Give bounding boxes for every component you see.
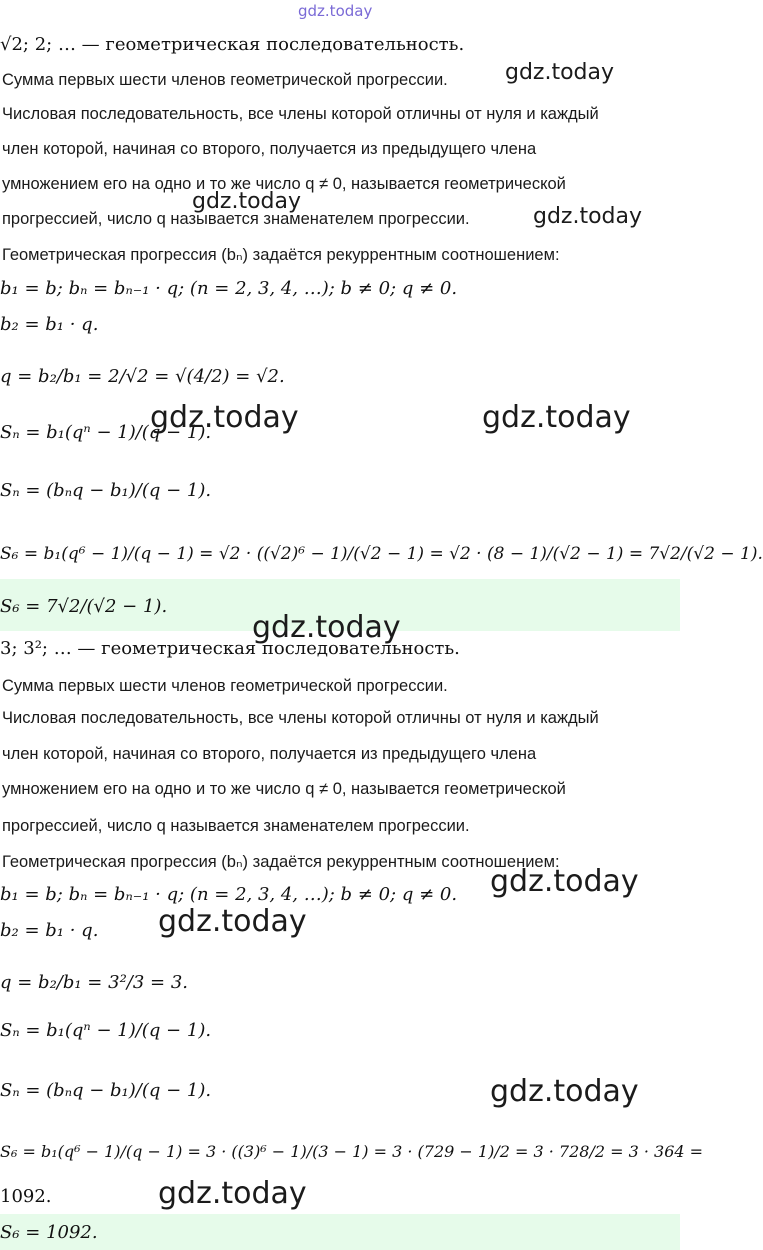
answer-formula: S₆ = 7√2/(√2 − 1). — [0, 596, 168, 617]
watermark: gdz.today — [150, 400, 299, 435]
definition-line-1: Числовая последовательность, все члены которой отличны от нуля и каждый — [2, 105, 599, 123]
watermark: gdz.today — [490, 864, 639, 899]
definition-line-3: умножением его на одно и то же число q ≠ 0, называется геометрической — [2, 780, 566, 798]
sequence-line: √2; 2; … — геометрическая последовательность. — [0, 34, 465, 55]
formula-q: q = b₂/b₁ = 2/√2 = √(4/2) = √2. — [0, 366, 285, 387]
formula-q: q = b₂/b₁ = 3²/3 = 3. — [0, 972, 188, 993]
watermark: gdz.today — [298, 2, 373, 20]
definition-line-2: член которой, начиная со второго, получается из предыдущего члена — [2, 745, 537, 763]
watermark: gdz.today — [533, 204, 643, 229]
watermark: gdz.today — [490, 1074, 639, 1109]
formula-sn-2: Sₙ = (bₙq − b₁)/(q − 1). — [0, 1080, 212, 1101]
formula-recurrence: b₁ = b; bₙ = bₙ₋₁ · q; (n = 2, 3, 4, …); b ≠ 0; q ≠ 0. — [0, 884, 458, 905]
formula-s6: S₆ = b₁(q⁶ − 1)/(q − 1) = √2 · ((√2)⁶ − 1)/(√2 − 1) = √2 · (8 − 1)/(√2 − 1) = 7√2/(√2 − 1). — [0, 544, 763, 564]
definition-line-4: прогрессией, число q называется знаменателем прогрессии. — [2, 817, 470, 835]
formula-sn-1: Sₙ = b₁(qⁿ − 1)/(q − 1). — [0, 422, 212, 443]
watermark: gdz.today — [192, 189, 302, 214]
formula-s6-continuation: 1092. — [0, 1186, 52, 1207]
formula-sn-2: Sₙ = (bₙq − b₁)/(q − 1). — [0, 480, 212, 501]
formula-sn-1: Sₙ = b₁(qⁿ − 1)/(q − 1). — [0, 1020, 212, 1041]
definition-line-4: прогрессией, число q называется знаменателем прогрессии. — [2, 210, 470, 228]
sum-task-text: Сумма первых шести членов геометрической прогрессии. — [2, 677, 448, 695]
watermark: gdz.today — [505, 60, 615, 85]
sequence-line: 3; 3²; … — геометрическая последовательность. — [0, 638, 460, 659]
recurrence-text: Геометрическая прогрессия (bₙ) задаётся рекуррентным соотношением: — [2, 246, 560, 264]
watermark: gdz.today — [252, 610, 401, 645]
answer-highlight — [0, 1214, 680, 1250]
watermark: gdz.today — [158, 904, 307, 939]
formula-s6: S₆ = b₁(q⁶ − 1)/(q − 1) = 3 · ((3)⁶ − 1)/(3 − 1) = 3 · (729 − 1)/2 = 3 · 728/2 = 3 · 364 = — [0, 1142, 704, 1161]
formula-recurrence: b₁ = b; bₙ = bₙ₋₁ · q; (n = 2, 3, 4, …); b ≠ 0; q ≠ 0. — [0, 278, 458, 299]
watermark: gdz.today — [158, 1176, 307, 1211]
definition-line-3: умножением его на одно и то же число q ≠ 0, называется геометрической — [2, 175, 566, 193]
definition-line-2: член которой, начиная со второго, получается из предыдущего члена — [2, 140, 537, 158]
definition-line-1: Числовая последовательность, все члены которой отличны от нуля и каждый — [2, 709, 599, 727]
recurrence-text: Геометрическая прогрессия (bₙ) задаётся рекуррентным соотношением: — [2, 853, 560, 871]
answer-formula: S₆ = 1092. — [0, 1222, 98, 1243]
watermark: gdz.today — [482, 400, 631, 435]
formula-b2: b₂ = b₁ · q. — [0, 920, 99, 941]
sum-task-text: Сумма первых шести членов геометрической прогрессии. — [2, 71, 448, 89]
formula-b2: b₂ = b₁ · q. — [0, 314, 99, 335]
